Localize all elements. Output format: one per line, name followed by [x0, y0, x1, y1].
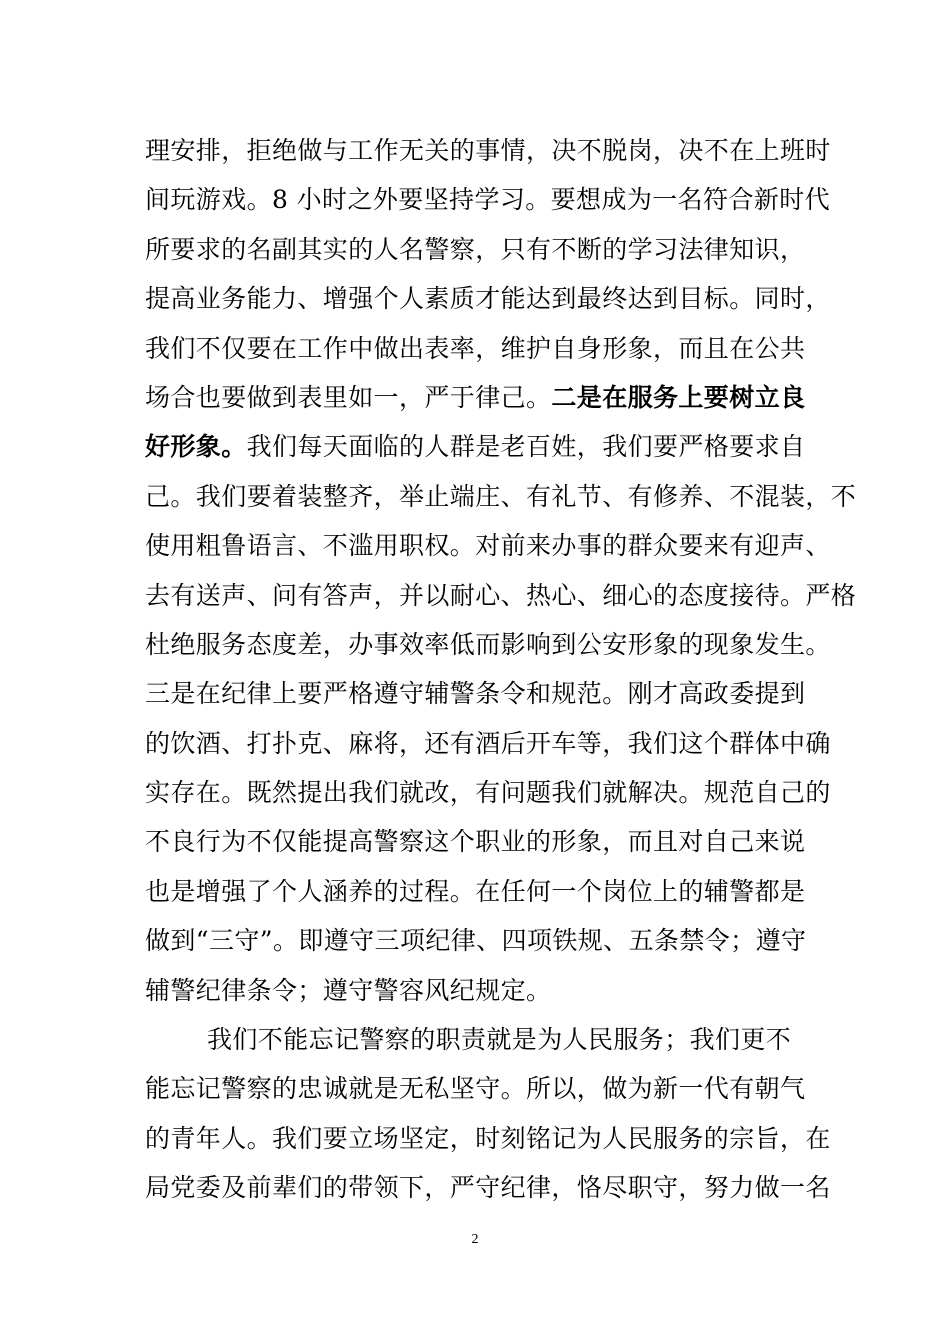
text-line: 使用粗鲁语言、不滥用职权。对前来办事的群众要来有迎声、: [145, 531, 831, 561]
page-number: 2: [471, 1232, 479, 1247]
text-line: 我们不仅要在工作中做出表率，维护自身形象，而且在公共: [145, 333, 806, 363]
text-run: 场合也要做到表里如一，严于律己。: [145, 382, 552, 412]
text-line: 也是增强了个人涵养的过程。在任何一个岗位上的辅警都是: [145, 876, 806, 906]
text-line: 做到“三守”。即遵守三项纪律、四项铁规、五条禁令；遵守: [145, 926, 807, 956]
text-line: 所要求的名副其实的人名警察，只有不断的学习法律知识，: [145, 234, 806, 264]
text-line: 不良行为不仅能提高警察这个职业的形象，而且对自己来说: [145, 827, 806, 857]
bold-heading-run: 好形象。: [145, 432, 247, 462]
body-text: [145, 126, 857, 1213]
text-line: [145, 422, 817, 471]
text-line: 能忘记警察的忠诚就是无私坚守。所以，做为新一代有朝气: [145, 1074, 806, 1104]
text-line: 己。我们要着装整齐，举止端庄、有礼节、有修养、不混装，不: [145, 481, 857, 511]
text-line: 的饮酒、打扑克、麻将，还有酒后开车等，我们这个群体中确: [145, 728, 831, 758]
text-line: 辅警纪律条令；遵守警容风纪规定。: [145, 975, 552, 1005]
text-line: 的青年人。我们要立场坚定，时刻铭记为人民服务的宗旨，在: [145, 1123, 831, 1153]
bold-heading-run: 二是在服务上要树立良: [551, 382, 806, 412]
text-line: 间玩游戏。8 小时之外要坚持学习。要想成为一名符合新时代: [145, 185, 831, 215]
text-line: [145, 373, 817, 422]
text-line: 实存在。既然提出我们就改，有问题我们就解决。规范自己的: [145, 778, 831, 808]
text-line: 去有送声、问有答声，并以耐心、热心、细心的态度接待。严格: [145, 580, 857, 610]
paragraph-first-line: 我们不能忘记警察的职责就是为人民服务；我们更不: [207, 1025, 792, 1055]
text-line: 杜绝服务态度差，办事效率低而影响到公安形象的现象发生。: [145, 629, 831, 659]
text-line: 局党委及前辈们的带领下，严守纪律，恪尽职守，努力做一名: [145, 1173, 831, 1203]
text-line: 理安排，拒绝做与工作无关的事情，决不脱岗，决不在上班时: [145, 136, 831, 165]
text-line: 提高业务能力、增强个人素质才能达到最终达到目标。同时，: [145, 284, 831, 314]
text-run: 我们每天面临的人群是老百姓，我们要严格要求自: [246, 432, 806, 462]
text-line: 三是在纪律上要严格遵守辅警条令和规范。刚才高政委提到: [145, 679, 806, 709]
